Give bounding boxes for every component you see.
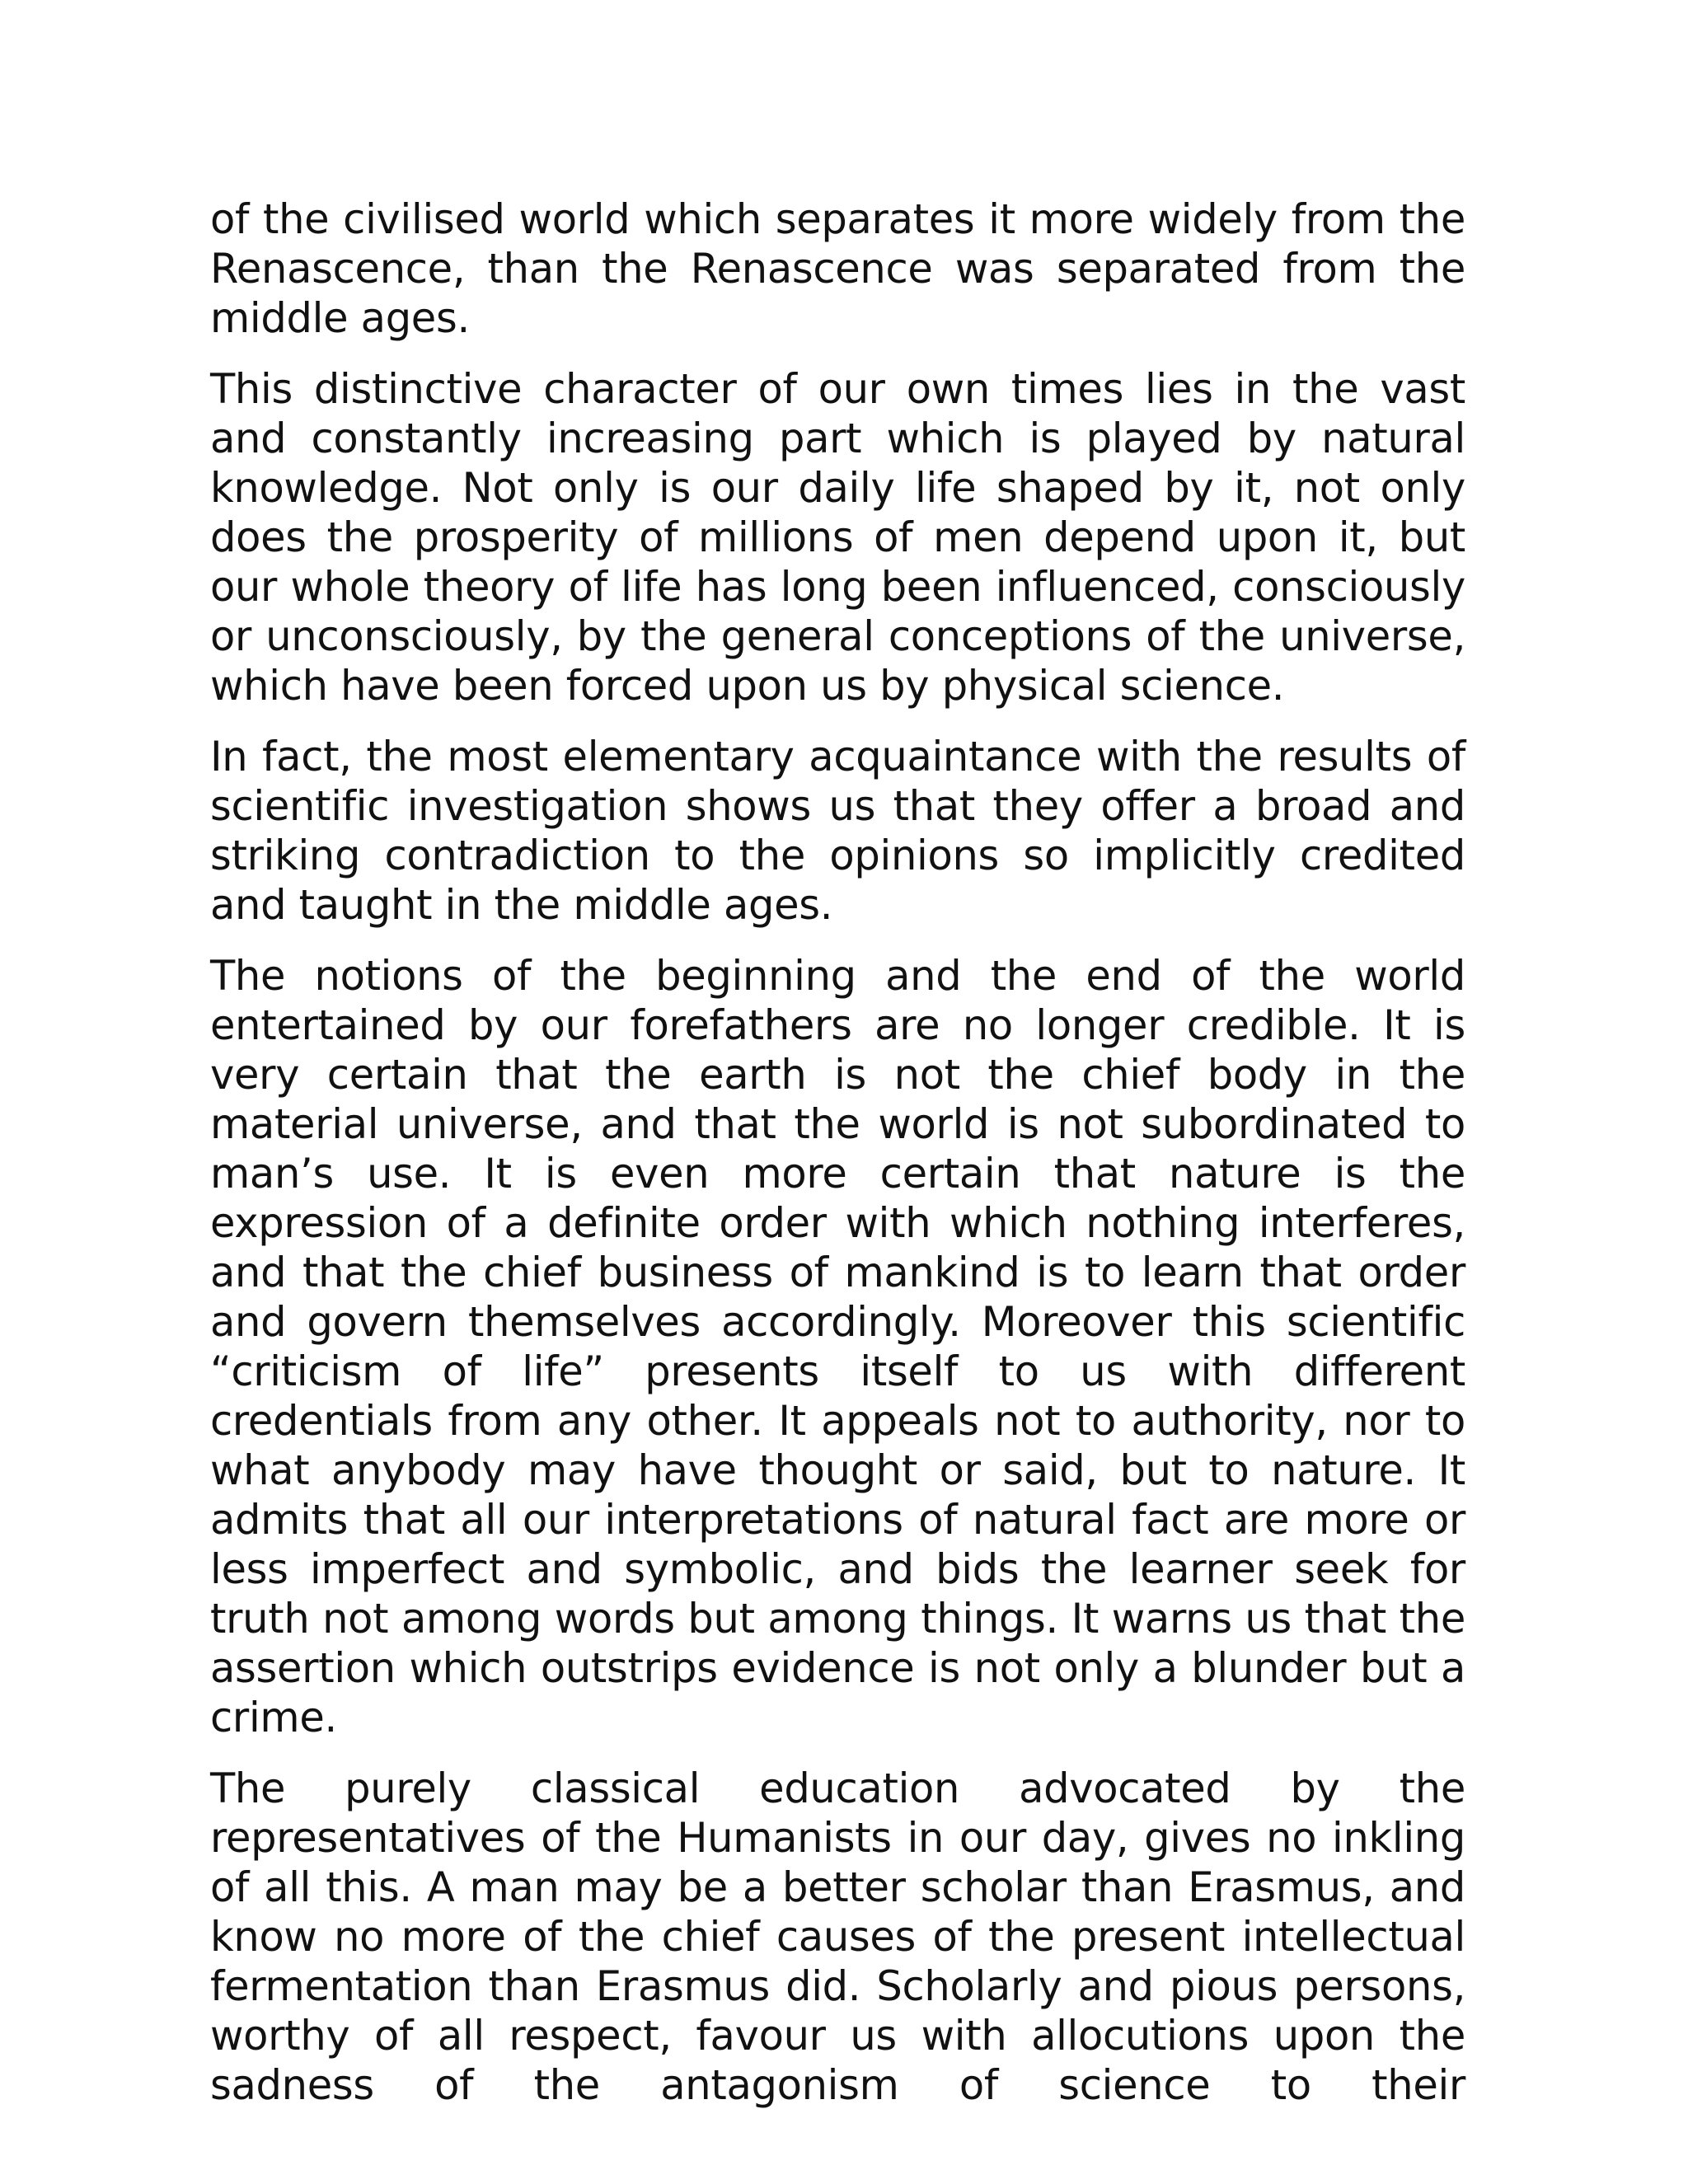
paragraph-3: In fact, the most elementary acquaintance with the results of scientific investigation shows us that they offer a broad and striking contradiction to the opinions so implicitly credited and taught in the middle ages. [210,733,1465,929]
paragraph-2: This distinctive character of our own times lies in the vast and constantly increasing part which is played by natural knowledge. Not only is our daily life shaped by it, not only does the prosperity of millions of men depend upon it, but our whole theory of life has long been influenced, consciously or unconsciously, by the general conceptions of the universe, which have been forced upon us by physical science. [210,365,1465,710]
paragraph-4: The notions of the beginning and the end of the world entertained by our forefathers are no longer credible. It is very certain that the earth is not the chief body in the material universe, and that the world is not subordinated to man’s use. It is even more certain that nature is the expression of a definite order with which nothing interferes, and that the chief business of mankind is to learn that order and govern themselves accordingly. Moreover this scientific “criticism of life” presents itself to us with different credentials from any other. It appeals not to authority, nor to what anybody may have thought or said, but to nature. It admits that all our interpretations of natural fact are more or less imperfect and symbolic, and bids the learner seek for truth not among words but among things. It warns us that the assertion which outstrips evidence is not only a blunder but a crime. [210,952,1465,1741]
paragraph-1: of the civilised world which separates it more widely from the Renascence, than the Renascence was separated from the middle ages. [210,195,1465,342]
paragraph-5: The purely classical education advocated by the representatives of the Humanists in our day, gives no inkling of all this. A man may be a better scholar than Erasmus, and know no more of the chief causes of the present intellectual fermentation than Erasmus did. Scholarly and pious persons, worthy of all respect, favour us with allocutions upon the sadness of the antagonism of science to their [210,1765,1465,2109]
page-body [210,194,1465,2131]
